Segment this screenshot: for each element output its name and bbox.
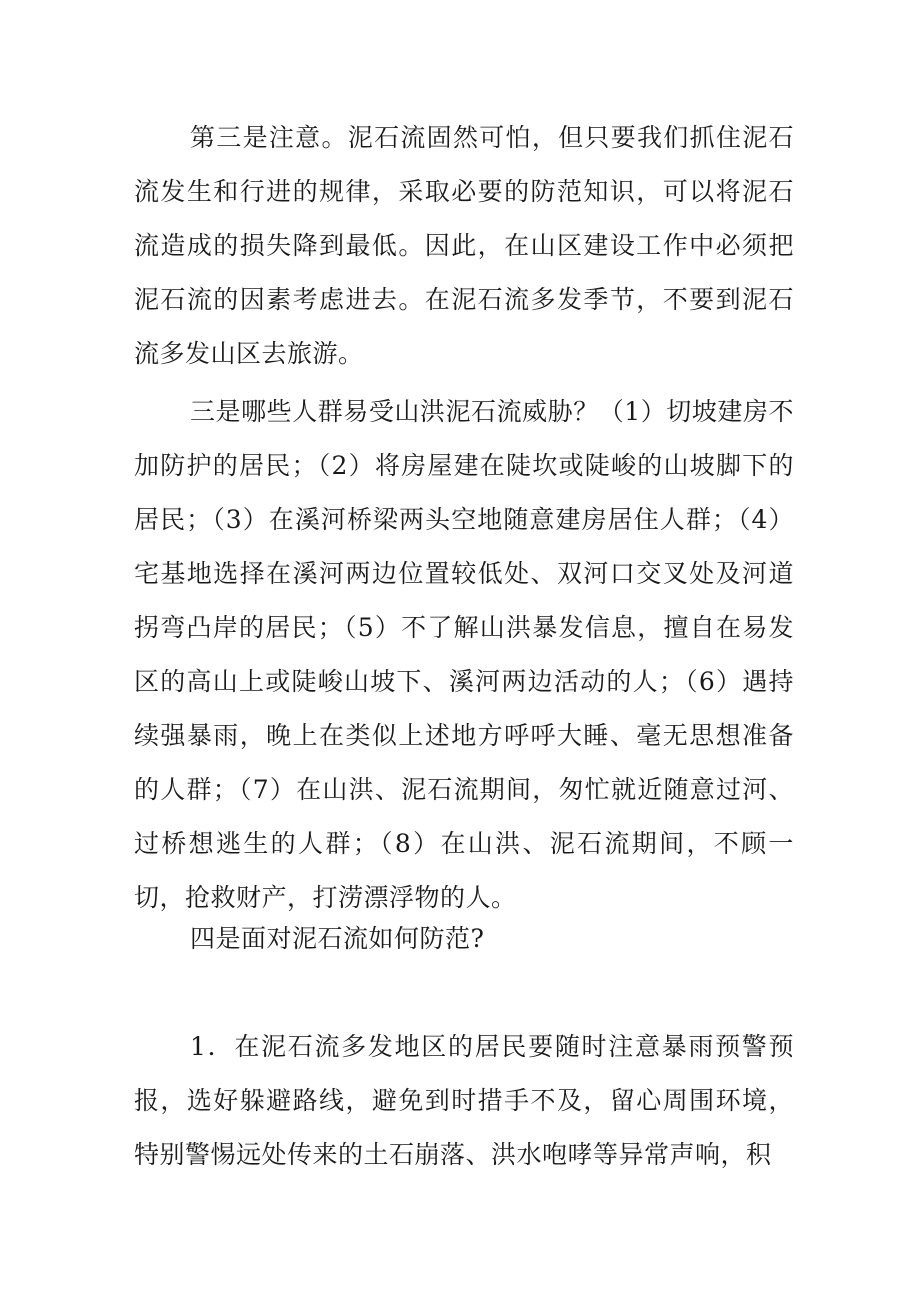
paragraph-vulnerable-groups: 三是哪些人群易受山洪泥石流威胁？（1）切坡建房不加防护的居民；（2）将房屋建在陡坎或陡峻的山坡脚下的居民；（3）在溪河桥梁两头空地随意建房居住人群；（4）宅基地选择在溪河两边位置较低处、双河口交叉处及河道拐弯凸岸的居民；（5）不了解山洪暴发信息，擅自在易发区的高山上或陡峻山坡下、溪河两边活动的人；（6）遇持续强暴雨，晚上在类似上述地方呼呼大睡、毫无思想准备的人群；（7）在山洪、泥石流期间，匆忙就近随意过河、过桥想逃生的人群；（8）在山洪、泥石流期间，不顾一切，抢救财产，打涝漂浮物的人。 (134, 397, 794, 912)
paragraph-attention: 第三是注意。泥石流固然可怕，但只要我们抓住泥石流发生和行进的规律，采取必要的防范知识，可以将泥石流造成的损失降到最低。因此，在山区建设工作中必须把泥石流的因素考虑进去。在泥石流多发季节，不要到泥石流多发山区去旅游。 (134, 123, 794, 368)
paragraph-prevention-item-1: 1．在泥石流多发地区的居民要随时注意暴雨预警预报，选好躲避路线，避免到时措手不及，留心周围环境，特别警惕远处传来的土石崩落、洪水咆哮等异常声响，积 (134, 1032, 794, 1169)
paragraph-prevention-heading: 四是面对泥石流如何防范? (190, 924, 485, 953)
